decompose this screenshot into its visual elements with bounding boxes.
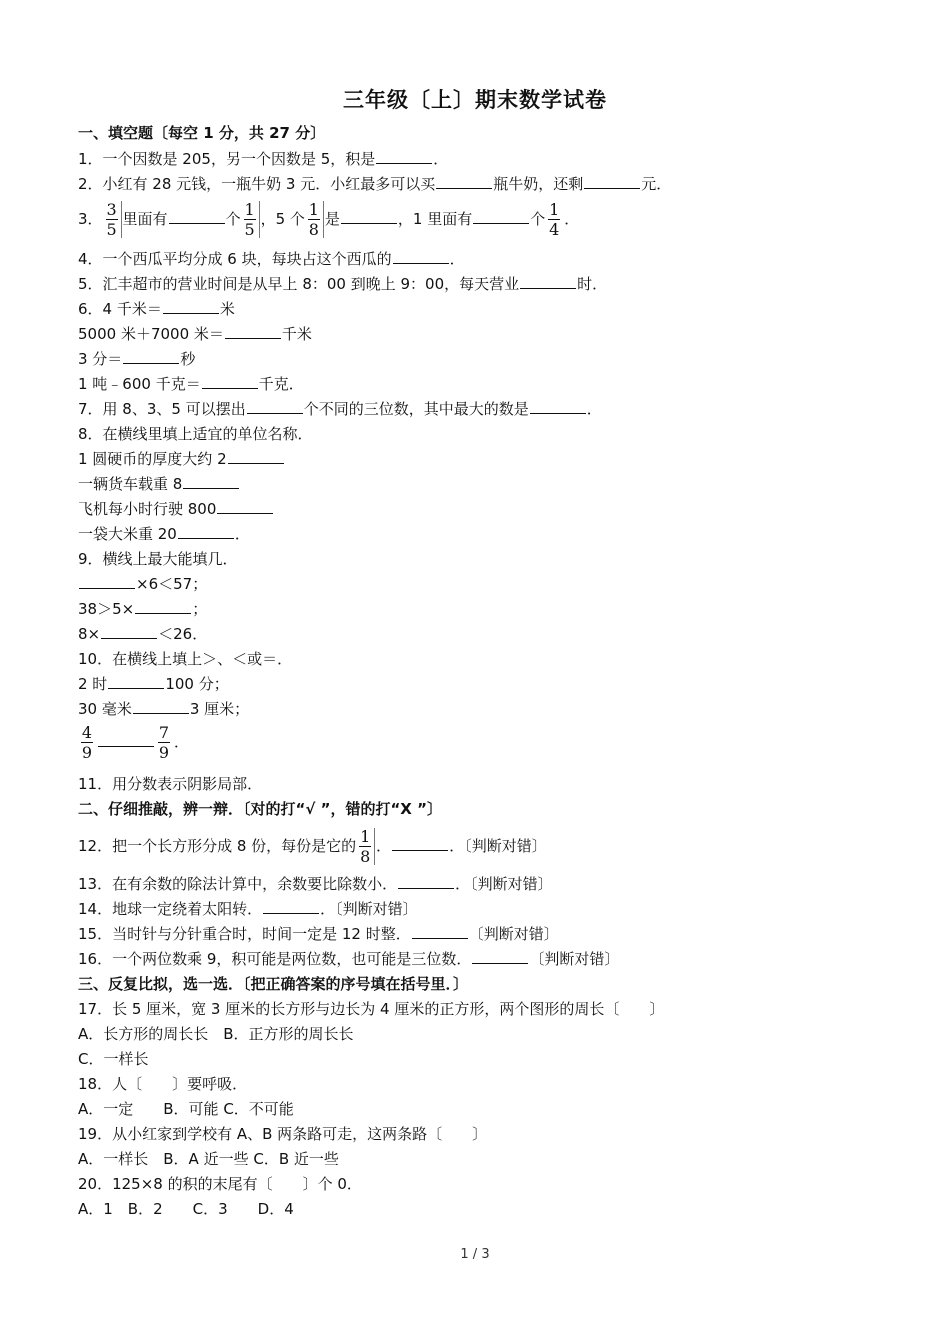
question-5: 5．汇丰超市的营业时间是从早上 8：00 到晚上 9：00，每天营业 时． (78, 275, 608, 293)
fraction: $\frac{1}{4}$ (549, 200, 560, 239)
answer-blank[interactable] (520, 274, 576, 289)
question-18: 18．人〔 〕要呼吸． (78, 1075, 248, 1093)
answer-blank[interactable] (247, 399, 303, 414)
question-13: 13．在有余数的除法计算中，余数要比除数小． ．〔判断对错〕 (78, 875, 553, 893)
answer-blank[interactable] (436, 174, 492, 189)
answer-blank[interactable] (123, 349, 179, 364)
question-2: 2．小红有 28 元钱，一瓶牛奶 3 元．小红最多可以买 瓶牛奶，还剩 元． (78, 175, 672, 193)
question-16: 16．一个两位数乘 9，积可能是两位数，也可能是三位数． 〔判断对错〕 (78, 950, 620, 968)
answer-blank[interactable] (393, 249, 449, 264)
question-7: 7．用 8、3、5 可以摆出 个不同的三位数，其中最大的数是 ． (78, 400, 602, 418)
section-heading-1: 一、填空题〔每空 1 分，共 27 分〕 (78, 124, 326, 142)
fraction: $\frac{1}{8}$ (306, 201, 324, 238)
answer-blank[interactable] (263, 899, 319, 914)
page-title: 三年级〔上〕期末数学试卷 (343, 88, 607, 112)
question-10b: 30 毫米 3 厘米； (78, 700, 250, 718)
page-number: 1 / 3 (460, 1247, 490, 1262)
fraction: $\frac{4}{9}$ (81, 723, 93, 762)
question-8d: 一袋大米重 20 ． (78, 525, 250, 543)
section-heading-2: 二、仔细推敲，辨一辩．〔对的打“√ ”，错的打“X ”〕 (78, 800, 442, 818)
answer-blank[interactable] (135, 599, 191, 614)
answer-blank[interactable] (472, 949, 528, 964)
section-heading-3: 三、反复比拟，选一选．〔把正确答案的序号填在括号里．〕 (78, 975, 469, 993)
question-17-option-c: C．一样长 (78, 1050, 149, 1068)
answer-blank[interactable] (225, 324, 281, 339)
answer-blank[interactable] (183, 474, 239, 489)
answer-blank[interactable] (202, 374, 258, 389)
question-8c: 飞机每小时行驶 800 (78, 499, 274, 519)
answer-blank[interactable] (376, 149, 432, 164)
fraction: $\frac{1}{8}$ (357, 828, 375, 865)
question-12: 12．把一个长方形分成 8 份，每份是它的 $\frac{1}{8}$ ． ．〔判断对错〕 (78, 827, 547, 866)
fraction: $\frac{3}{5}$ (104, 201, 122, 238)
answer-blank[interactable] (530, 399, 586, 414)
answer-blank[interactable] (217, 499, 273, 514)
question-14: 14．地球一定绕着太阳转． ．〔判断对错〕 (78, 900, 418, 918)
question-6a: 6．4 千米＝ 米 (78, 300, 235, 318)
answer-blank[interactable] (412, 924, 468, 939)
question-6d: 1 吨﹣600 千克＝ 千克． (78, 375, 304, 393)
answer-blank[interactable] (584, 174, 640, 189)
question-10a: 2 时 100 分； (78, 675, 229, 693)
question-9a: ×6＜57； (78, 574, 207, 594)
answer-blank[interactable] (79, 574, 135, 589)
answer-blank[interactable] (473, 209, 529, 224)
answer-blank[interactable] (392, 836, 448, 851)
question-17-options-ab: A．长方形的周长长 B．正方形的周长长 (78, 1025, 354, 1043)
question-10c: $\frac{4}{9}$ $\frac{7}{9}$ ． (78, 722, 189, 762)
question-18-options: A．一定 B．可能 C．不可能 (78, 1100, 294, 1118)
answer-blank[interactable] (133, 699, 189, 714)
question-19-options: A．一样长 B．A 近一些 C．B 近一些 (78, 1150, 339, 1168)
answer-blank[interactable] (98, 732, 154, 747)
answer-blank[interactable] (163, 299, 219, 314)
answer-blank[interactable] (178, 524, 234, 539)
question-8b: 一辆货车载重 8 (78, 474, 240, 494)
question-6b: 5000 米＋7000 米＝ 千米 (78, 325, 312, 343)
question-3: 3． $\frac{3}{5}$ 里面有 个 $\frac{1}{5}$ ，5 个 $\frac{1}{8}$ 是 ，1 里面有 个 $\frac{1}{4}$ ． (78, 200, 580, 239)
question-6c: 3 分＝ 秒 (78, 350, 196, 368)
question-20-options: A．1 B．2 C．3 D．4 (78, 1200, 294, 1218)
question-19: 19．从小红家到学校有 A、B 两条路可走，这两条路〔 〕 (78, 1125, 488, 1143)
question-10: 10．在横线上填上＞、＜或＝． (78, 650, 293, 668)
answer-blank[interactable] (341, 209, 397, 224)
question-17: 17．长 5 厘米，宽 3 厘米的长方形与边长为 4 厘米的正方形，两个图形的周长〔 〕 (78, 1000, 665, 1018)
answer-blank[interactable] (228, 449, 284, 464)
question-9c: 8× ＜26． (78, 625, 208, 643)
question-9b: 38＞5× ； (78, 600, 208, 618)
question-8: 8．在横线里填上适宜的单位名称． (78, 425, 313, 443)
question-9: 9．横线上最大能填几． (78, 550, 238, 568)
question-4: 4．一个西瓜平均分成 6 块，每块占这个西瓜的 ． (78, 250, 465, 268)
fraction: $\frac{1}{5}$ (242, 201, 260, 238)
answer-blank[interactable] (101, 624, 157, 639)
question-11: 11．用分数表示阴影局部． (78, 775, 263, 793)
fraction: $\frac{7}{9}$ (158, 723, 170, 762)
answer-blank[interactable] (398, 874, 454, 889)
answer-blank[interactable] (169, 209, 225, 224)
question-15: 15．当时针与分针重合时，时间一定是 12 时整． 〔判断对错〕 (78, 925, 559, 943)
question-1: 1．一个因数是 205，另一个因数是 5，积是 ． (78, 150, 449, 168)
answer-blank[interactable] (108, 674, 164, 689)
question-20: 20．125×8 的积的末尾有〔 〕个 0． (78, 1175, 362, 1193)
question-8a: 1 圆硬币的厚度大约 2 (78, 449, 285, 469)
